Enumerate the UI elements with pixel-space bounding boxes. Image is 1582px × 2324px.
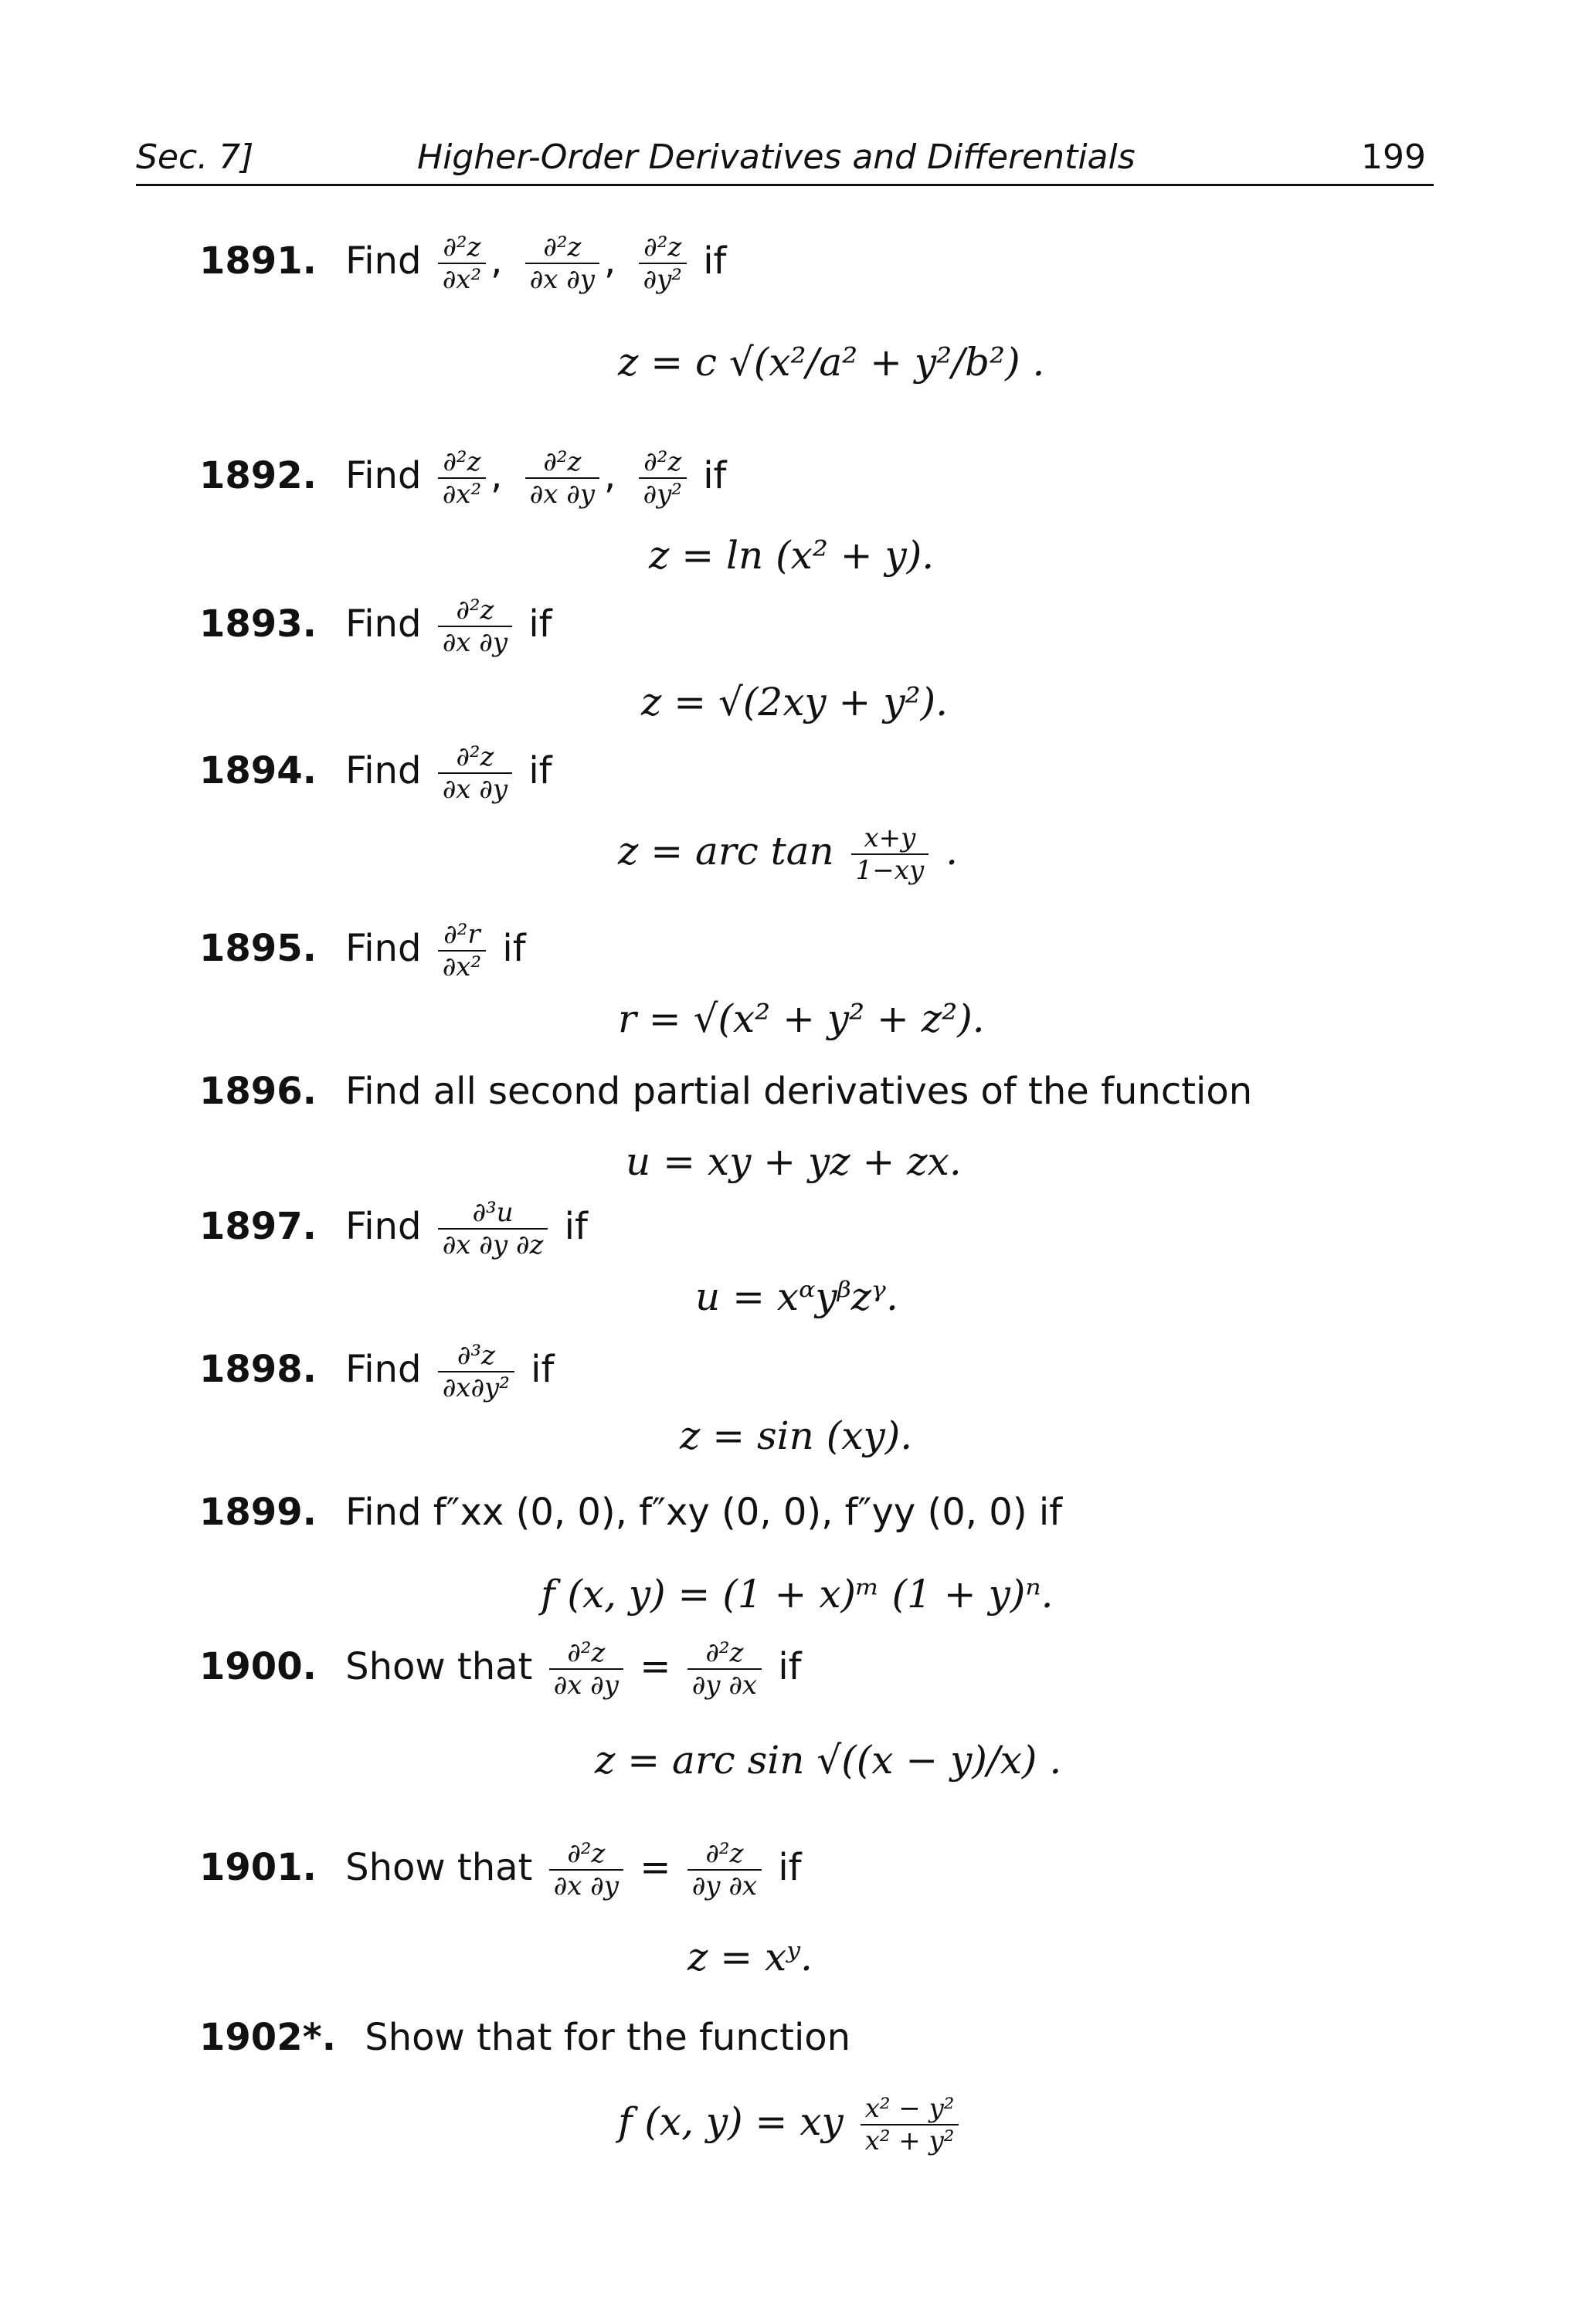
formula: r = √(x² + y² + z²). bbox=[618, 996, 985, 1041]
problem-1893 bbox=[199, 595, 552, 658]
fraction: $\frac{\text{∂²z}}{\text{∂x²}}$ bbox=[438, 446, 486, 510]
problem-1902 bbox=[199, 2016, 850, 2059]
formula: f (x, y) = (1 + x)ᵐ (1 + y)ⁿ. bbox=[541, 1572, 1054, 1617]
section-label: Sec. 7] bbox=[136, 137, 254, 177]
fraction: $\frac{\text{∂²z}}{\partial y \partial x}$ bbox=[687, 1838, 762, 1902]
fraction: $\frac{\text{∂²z}}{\partial x \partial y}$ bbox=[525, 446, 599, 510]
problem-1897 bbox=[199, 1197, 588, 1260]
problem-1901: 1901. Show that $\frac{\text{∂²z}}{\partial x \partial y}$ = $\frac{\text{∂²z}}{\partial y \partial x}$ if bbox=[199, 1838, 802, 1902]
page-number: 199 bbox=[1361, 137, 1426, 177]
formula: u = xᵅyᵝzᵞ. bbox=[695, 1274, 898, 1319]
problem-1892: 1892. Find $\frac{\text{∂²z}}{\text{∂x²}}$ , $\frac{\text{∂²z}}{\partial x \partial y}$ , $\frac{\text{∂²z}}{\text{∂y²}}$ if bbox=[199, 446, 727, 510]
problem-number: 1900. bbox=[199, 1645, 317, 1688]
running-title: Higher-Order Derivatives and Differentials bbox=[417, 137, 1136, 177]
fraction: $\frac{\text{∂²z}}{\partial x \partial y}$ bbox=[549, 1637, 623, 1701]
problem-verb: Show that bbox=[345, 1846, 533, 1889]
formula: f (x, y) = xy $\frac{\text{x² − y²}}{\text{x² + y²}}$ bbox=[618, 2093, 963, 2156]
fraction: $\frac{\text{∂²z}}{\text{∂x²}}$ bbox=[438, 232, 486, 295]
problem-1900: 1900. Show that $\frac{\text{∂²z}}{\partial x \partial y}$ = $\frac{\text{∂²z}}{\partial y \partial x}$ if bbox=[199, 1637, 802, 1701]
formula: u = xy + yz + zx. bbox=[626, 1139, 962, 1184]
problem-verb: Find bbox=[345, 1205, 422, 1248]
formula: z = √(2xy + y²). bbox=[641, 680, 949, 724]
problem-text: Show that for the function bbox=[365, 2016, 851, 2059]
problem-number: 1894. bbox=[199, 749, 317, 792]
formula: z = arc sin √((x − y)/x) . bbox=[595, 1738, 1062, 1783]
problem-number: 1901. bbox=[199, 1846, 317, 1889]
problem-number: 1897. bbox=[199, 1205, 317, 1248]
problem-1896 bbox=[199, 1070, 1252, 1113]
problem-text: Find all second partial derivatives of the function bbox=[345, 1070, 1253, 1113]
problem-verb: Find bbox=[345, 927, 422, 970]
problem-number: 1902*. bbox=[199, 2016, 336, 2059]
problem-text: Find f″xx (0, 0), f″xy (0, 0), f″yy (0, 0) if bbox=[345, 1491, 1063, 1534]
problem-number: 1893. bbox=[199, 602, 317, 646]
problem-verb: Find bbox=[345, 1348, 422, 1391]
fraction: $\frac{\text{∂²r}}{\text{∂x²}}$ bbox=[438, 919, 486, 982]
formula: z = xʸ. bbox=[687, 1935, 813, 1980]
condition-word: if bbox=[703, 454, 727, 497]
fraction: $\frac{\text{∂²z}}{\partial x \partial y}$ bbox=[438, 741, 512, 805]
fraction: $\frac{\text{∂²z}}{\text{∂y²}}$ bbox=[639, 446, 687, 510]
formula: z = arc tan $\frac{x+y}{1-xy}$ . bbox=[618, 823, 958, 886]
problem-verb: Find bbox=[345, 239, 422, 283]
fraction: $\frac{\text{∂²z}}{\text{∂y²}}$ bbox=[639, 232, 687, 295]
fraction: $\frac{\text{∂²z}}{\partial x \partial y}$ bbox=[549, 1838, 623, 1902]
problem-1898 bbox=[199, 1340, 554, 1403]
problem-number: 1899. bbox=[199, 1491, 317, 1534]
condition-word: if bbox=[502, 927, 526, 970]
formula: z = sin (xy). bbox=[680, 1413, 913, 1458]
problem-number: 1898. bbox=[199, 1348, 317, 1391]
condition-word: if bbox=[778, 1846, 802, 1889]
problem-number: 1891. bbox=[199, 239, 317, 283]
header-rule bbox=[136, 184, 1434, 186]
condition-word: if bbox=[778, 1645, 802, 1688]
condition-word: if bbox=[564, 1205, 588, 1248]
fraction: $\frac{\text{∂³u}}{\partial x \partial y \partial z}$ bbox=[438, 1197, 548, 1260]
condition-word: if bbox=[528, 749, 552, 792]
fraction: $\frac{\text{∂²z}}{\partial x \partial y}$ bbox=[438, 595, 512, 658]
problem-verb: Find bbox=[345, 749, 422, 792]
fraction: $\frac{\text{x² − y²}}{\text{x² + y²}}$ bbox=[861, 2093, 959, 2156]
fraction: $\frac{\text{∂³z}}{\text{∂x∂y²}}$ bbox=[438, 1340, 514, 1403]
fraction: $\frac{\text{∂²z}}{\partial y \partial x}$ bbox=[687, 1637, 762, 1701]
problem-1891: 1891. Find $\frac{\text{∂²z}}{\text{∂x²}}$ , $\frac{\text{∂²z}}{\partial x \partial y}$ , $\frac{\text{∂²z}}{\text{∂y²}}$ if bbox=[199, 232, 727, 295]
condition-word: if bbox=[528, 602, 552, 646]
problem-1894 bbox=[199, 741, 552, 805]
condition-word: if bbox=[531, 1348, 555, 1391]
fraction: $\frac{\text{∂²z}}{\partial x \partial y}$ bbox=[525, 232, 599, 295]
problem-1899 bbox=[199, 1491, 1062, 1534]
problem-verb: Show that bbox=[345, 1645, 533, 1688]
formula: z = c √(x²/a² + y²/b²) . bbox=[618, 340, 1045, 385]
problem-verb: Find bbox=[345, 602, 422, 646]
condition-word: if bbox=[703, 239, 727, 283]
problem-1895 bbox=[199, 919, 526, 982]
problem-verb: Find bbox=[345, 454, 422, 497]
problem-number: 1895. bbox=[199, 927, 317, 970]
fraction: $\frac{x+y}{1-xy}$ bbox=[851, 823, 929, 886]
problem-number: 1896. bbox=[199, 1070, 317, 1113]
formula: z = ln (x² + y). bbox=[649, 533, 935, 578]
problem-number: 1892. bbox=[199, 454, 317, 497]
